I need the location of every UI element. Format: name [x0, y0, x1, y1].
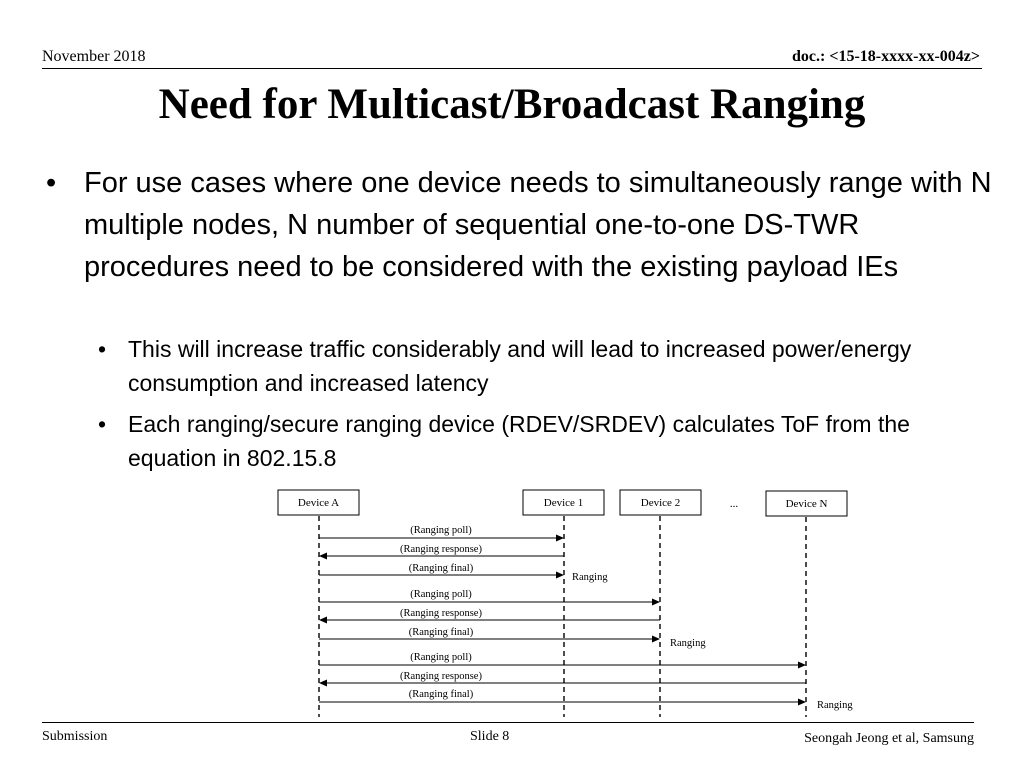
ranging-label-1: Ranging: [572, 572, 608, 583]
device-a-box: [278, 490, 359, 515]
sub-bullet-2: [98, 407, 998, 475]
msg-poll-2: (Ranging poll): [410, 589, 472, 600]
bullet-marker: •: [46, 167, 57, 199]
sub-bullet-1: [98, 332, 998, 400]
msg-poll-n: (Ranging poll): [410, 652, 472, 663]
msg-final-2: (Ranging final): [408, 627, 474, 638]
lifelines: [319, 516, 806, 717]
footer-slide-number: Slide 8: [470, 729, 510, 744]
msg-response-n: (Ranging response): [400, 671, 482, 682]
device-2-label: Device 2: [640, 497, 681, 509]
device-1-label: Device 1: [543, 497, 584, 509]
ranging-label-2: Ranging: [670, 638, 706, 649]
msg-final-1: (Ranging final): [408, 563, 474, 574]
device-2-box: [620, 490, 701, 515]
msg-response-1: (Ranging response): [400, 544, 482, 555]
msg-poll-1: (Ranging poll): [410, 525, 472, 536]
ranging-label-n: Ranging: [817, 700, 853, 711]
header-divider: [42, 68, 982, 69]
slide-title: Need for Multicast/Broadcast Ranging: [158, 81, 866, 128]
header-doc-id: doc.: <15-18-xxxx-xx-004z>: [792, 48, 980, 65]
bullet-main-text: For use cases where one device needs to simultaneously range with N multiple nodes, N number of sequential one-to-one DS-TWR procedures need to be considered with the existing payload IEs: [84, 167, 992, 283]
bullet-marker: •: [98, 411, 107, 437]
footer-divider: [42, 722, 974, 723]
footer-submission: Submission: [42, 729, 108, 744]
device-1-box: [523, 490, 604, 515]
msg-response-2: (Ranging response): [400, 608, 482, 619]
bullet-marker: •: [98, 336, 107, 362]
sub-bullet-1-text: This will increase traffic considerably and will lead to increased power/energy consumption and increased latency: [128, 336, 912, 396]
sub-bullet-2-text: Each ranging/secure ranging device (RDEV/SRDEV) calculates ToF from the equation in 802.15.8: [128, 411, 910, 471]
device-n-label: Device N: [785, 498, 828, 510]
bullet-main: [46, 162, 996, 288]
footer-author: Seongah Jeong et al, Samsung: [804, 731, 974, 746]
msg-final-n: (Ranging final): [408, 689, 474, 700]
ellipsis-label: ...: [729, 498, 739, 510]
device-a-label: Device A: [297, 497, 340, 509]
ranging-sequence-diagram: [270, 485, 870, 720]
header-date: November 2018: [42, 48, 146, 65]
device-n-box: [766, 491, 847, 516]
